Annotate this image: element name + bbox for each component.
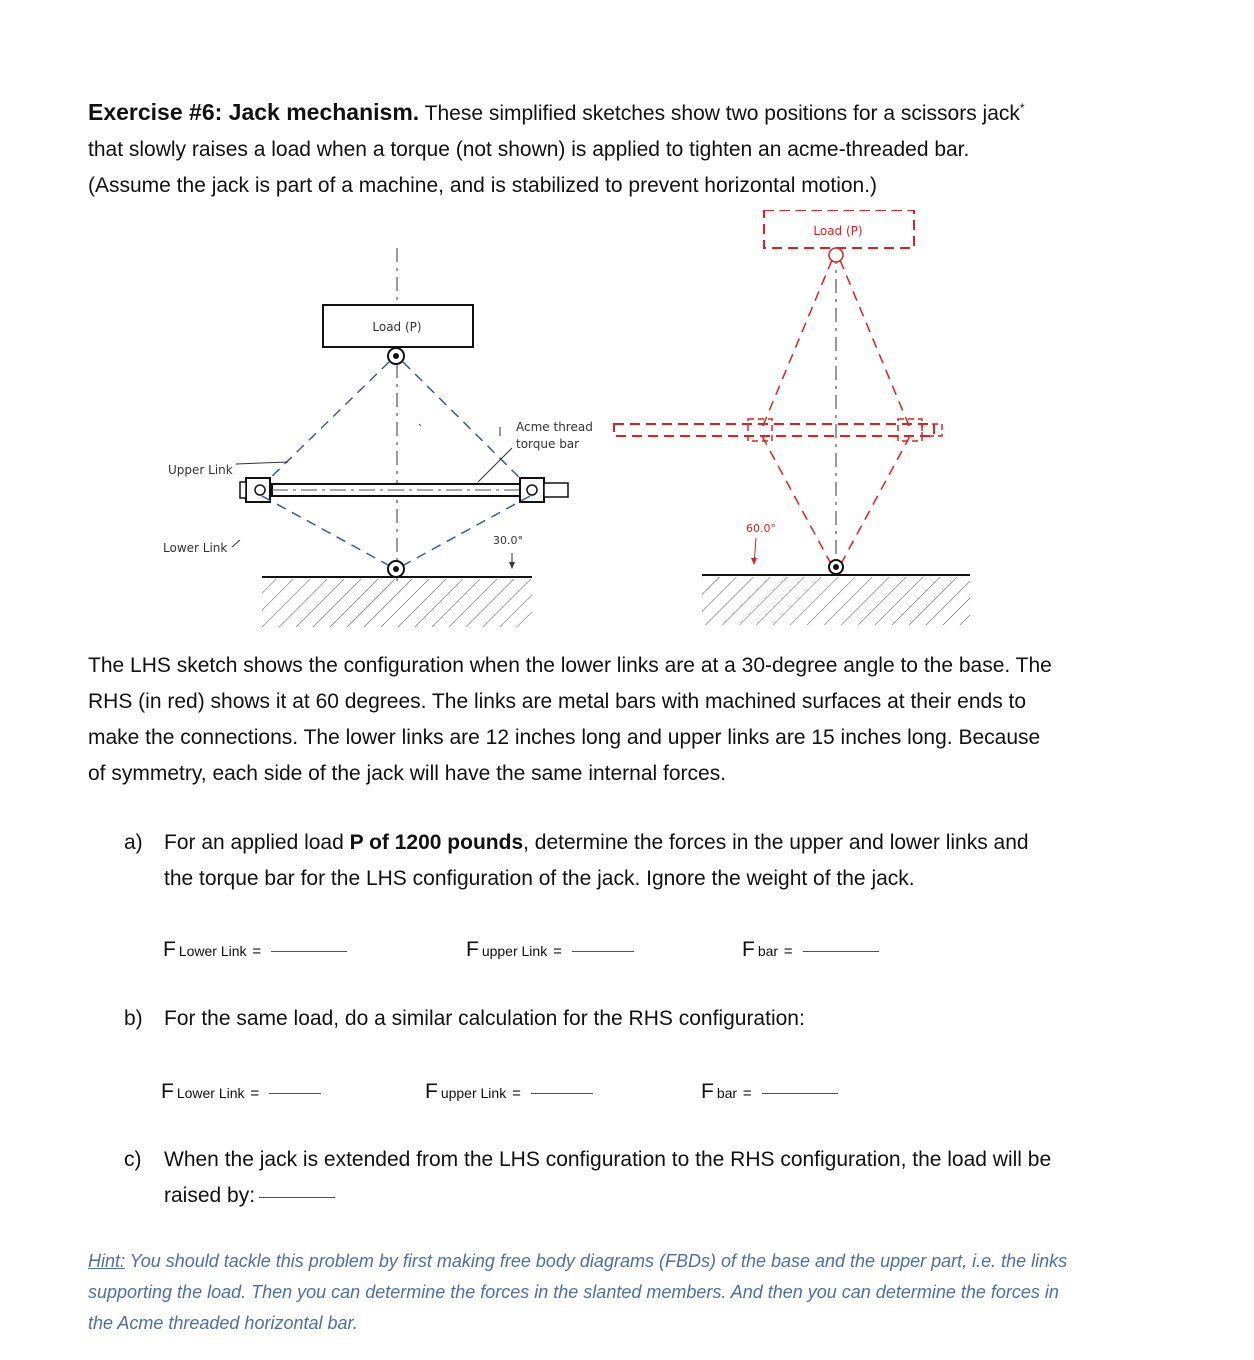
question-b-label: b) [124,1007,143,1030]
question-c [124,1142,1164,1214]
question-c-line-2: raised by: [164,1178,1164,1214]
rhs-torque-bar [614,424,934,436]
description [88,648,1178,792]
intro-line-2: that slowly raises a load when a torque (not shown) is applied to tighten an acme-threaded bar. [88,138,970,161]
lhs-jack [163,248,593,627]
answer-b-upper-link: Fupper Link = [425,1080,593,1104]
question-b-text: For the same load, do a similar calculation for the RHS configuration: [164,1007,805,1030]
lower-link-label: Lower Link [163,541,228,555]
answer-b-bar: Fbar = [701,1080,838,1104]
rhs-lower-link-right [842,436,910,562]
answer-a-bar: Fbar = [742,938,879,962]
rhs-lower-link-left [762,436,830,562]
question-c-label: c) [124,1148,142,1171]
lhs-lower-link-right [402,496,530,566]
exercise-intro [88,90,1178,204]
question-b [124,1001,1164,1037]
answer-a-upper-link: Fupper Link = [466,938,634,962]
lhs-load-label: Load (P) [372,320,422,334]
question-a [124,825,1164,897]
description-line-2: RHS (in red) shows it at 60 degrees. The links are metal bars with machined surfaces at their ends to [88,690,1027,713]
answer-blank[interactable] [259,1196,335,1198]
question-c-line-1: When the jack is extended from the LHS configuration to the RHS configuration, the load will be [164,1148,1052,1171]
lhs-lower-link-left [262,496,390,566]
answer-a-lower-link: F Lower Link = [163,938,347,962]
rhs-jack [614,210,970,625]
acme-label-1: Acme thread [516,420,593,434]
rhs-load-label: Load (P) [813,224,863,238]
footnote-mark: * [1019,101,1025,115]
intro-line-1: Exercise #6: Jack mechanism. These simplified sketches show two positions for a scissors jack* [88,99,1025,125]
description-line-3: make the connections. The lower links are 12 inches long and upper links are 15 inches long. Because [88,726,1041,749]
answer-blank[interactable] [269,1092,321,1094]
lhs-upper-link-left [260,362,389,488]
answer-blank[interactable] [531,1092,593,1094]
rhs-top-pin [829,248,843,262]
lhs-upper-link-right [403,362,530,488]
rhs-upper-link-left [762,260,832,428]
answer-blank[interactable] [271,950,347,952]
rhs-upper-link-right [840,260,910,428]
hint-line-2: supporting the load. Then you can determine the forces in the slanted members. And then you can determine the forces in [88,1282,1059,1302]
question-a-line-2: the torque bar for the LHS configuration of the jack. Ignore the weight of the jack. [164,867,915,890]
answer-blank[interactable] [572,950,634,952]
answer-blank[interactable] [762,1092,838,1094]
answer-blank[interactable] [803,950,879,952]
exercise-title: Exercise #6: Jack mechanism. [88,99,420,125]
rhs-angle-label: 60.0° [746,522,776,535]
acme-label-2: torque bar [516,437,580,451]
jack-figure [0,210,1254,630]
hint-line-1: Hint: You should tackle this problem by first making free body diagrams (FBDs) of the base and the upper part, i.e. the links [88,1251,1068,1271]
question-a-label: a) [124,831,143,854]
hint-label: Hint: [88,1251,126,1271]
hint [88,1246,1158,1339]
lhs-angle-label: 30.0° [493,534,523,547]
answer-b-lower-link: F Lower Link = [161,1080,321,1104]
description-line-1: The LHS sketch shows the configuration when the lower links are at a 30-degree angle to the base. The [88,654,1052,677]
intro-line-3: (Assume the jack is part of a machine, and is stabilized to prevent horizontal motion.) [88,174,878,197]
hint-line-3: the Acme threaded horizontal bar. [88,1313,358,1333]
description-line-4: of symmetry, each side of the jack will have the same internal forces. [88,762,727,785]
question-a-text: For an applied load P of 1200 pounds, determine the forces in the upper and lower links and [164,831,1029,854]
upper-link-label: Upper Link [168,463,233,477]
